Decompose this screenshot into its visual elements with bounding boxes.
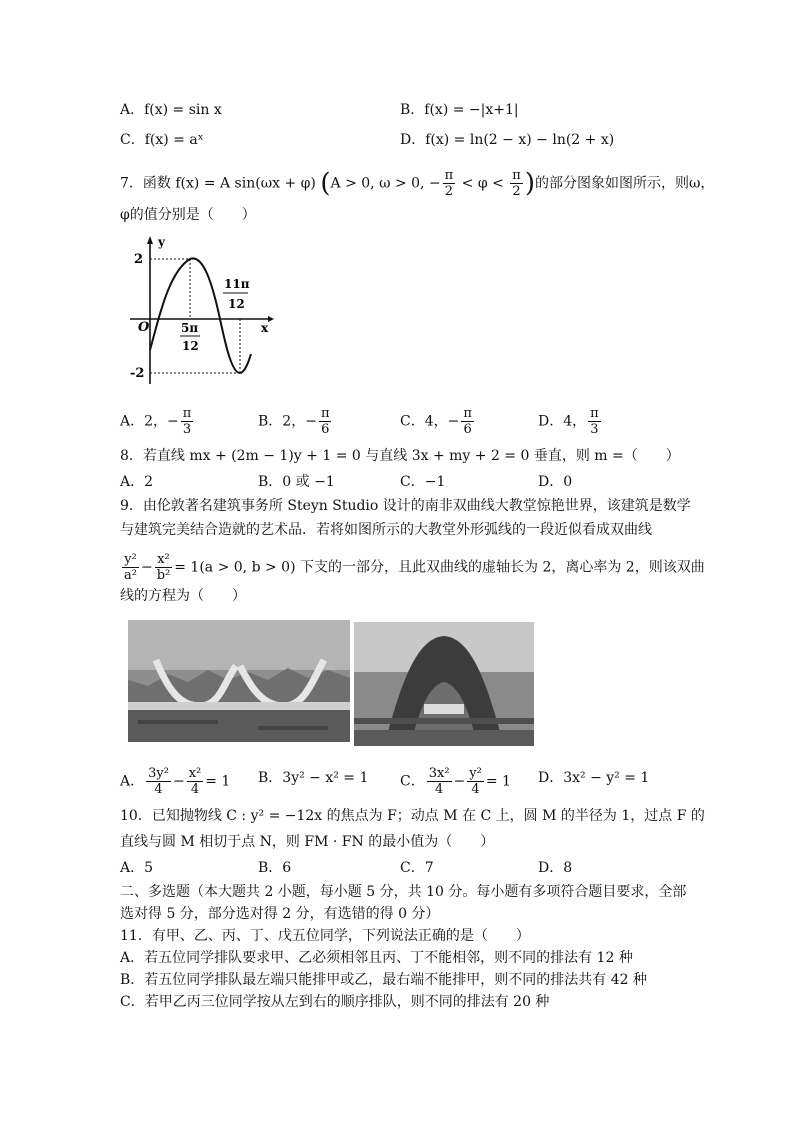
tick-11pi-den: 12 <box>228 297 245 311</box>
q9-line4: 线的方程为（ ） <box>120 588 246 604</box>
cathedral-photo-left <box>128 620 350 742</box>
q10-line1: 10．已知抛物线 C : y² = −12x 的焦点为 F；动点 M 在 C 上，圆 M 的半径为 1，过点 F 的 <box>120 808 705 824</box>
y-min-label: -2 <box>130 366 145 381</box>
q7-stem: 7．函数 f(x) = A sin(ωx + φ) (A > 0, ω > 0, − $\frac{\pi}{2}$ < φ < $\frac{\pi}{2}$ )的部分图象如图所示，则ω， <box>120 168 715 199</box>
q6-option-d: D．f(x) = ln(2 − x) − ln(2 + x) <box>400 132 615 148</box>
q9-option-c: C． $\frac{\text{3x²}}{4}$ − $\frac{\text{y²}}{4}$ = 1 <box>400 766 511 797</box>
q11-option-c: C．若甲乙丙三位同学按从左到右的顺序排队，则不同的排法有 20 种 <box>120 994 550 1010</box>
q8-option-c: C．−1 <box>400 474 446 490</box>
tick-5pi-den: 12 <box>182 339 199 353</box>
q6-option-c: C．f(x) = aˣ <box>120 132 204 148</box>
q11-option-a: A．若五位同学排队要求甲、乙必须相邻且丙、丁不能相邻，则不同的排法有 12 种 <box>120 950 633 966</box>
tick-5pi-num: 5π <box>181 321 199 335</box>
q6-option-a: A．f(x) = sin x <box>120 102 222 118</box>
q9-line1: 9．由伦敦著名建筑事务所 Steyn Studio 设计的南非双曲线大教堂惊艳世界，该建筑是数学 <box>120 498 691 514</box>
tick-11pi-num: 11π <box>224 277 250 291</box>
section2-heading-line1: 二、多选题（本大题共 2 小题，每小题 5 分，共 10 分。每小题有多项符合题目要求，全部 <box>120 884 687 900</box>
q8-option-b: B．0 或 −1 <box>258 474 335 490</box>
sine-curve <box>150 258 251 373</box>
q7-option-a: A．2，− $\frac{\pi}{3}$ <box>120 406 192 437</box>
x-axis-label: x <box>261 321 269 335</box>
q7-option-c: C．4，− $\frac{\pi}{6}$ <box>400 406 472 437</box>
q11-option-b: B．若五位同学排队最左端只能排甲或乙，最右端不能排甲，则不同的排法共有 42 种 <box>120 972 648 988</box>
q7-stem-line2: φ的值分别是（ ） <box>120 207 256 223</box>
q7-fraction-pi-over-2-right: $\frac{\pi}{2}$ <box>512 168 521 199</box>
q10-option-a: A．5 <box>120 860 154 876</box>
section2-heading-line2: 选对得 5 分，部分选对得 2 分，有选错的得 0 分） <box>120 906 440 922</box>
q7-condition-mid: < φ < <box>457 175 509 192</box>
q7-option-b: B．2，− $\frac{\pi}{6}$ <box>258 406 330 437</box>
q9-option-d: D．3x² − y² = 1 <box>538 770 650 786</box>
q6-option-b: B．f(x) = −|x+1| <box>400 102 519 118</box>
q9-line2: 与建筑完美结合造就的艺术品．若将如图所示的大教堂外形弧线的一段近似看成双曲线 <box>120 522 652 538</box>
q9-equation-line: $\frac{\text{y²}}{\text{a²}}$ − $\frac{\text{x²}}{\text{b²}}$ = 1(a > 0, b > 0) 下支的一部分，且此双曲线的虚轴长为 2，离心率为 2，则该双曲 <box>124 552 705 583</box>
q9-option-a: A． $\frac{\text{3y²}}{4}$ − $\frac{\text{x²}}{4}$ = 1 <box>120 766 231 797</box>
q8-option-a: A．2 <box>120 474 154 490</box>
y-axis-label: y <box>158 235 165 249</box>
q10-option-c: C．7 <box>400 860 434 876</box>
q7-sine-graph <box>128 232 278 392</box>
q8-stem: 8．若直线 mx + (2m − 1)y + 1 = 0 与直线 3x + my + 2 = 0 垂直，则 m =（ ） <box>120 448 680 464</box>
q9-option-b: B．3y² − x² = 1 <box>258 770 369 786</box>
q11-stem: 11．有甲、乙、丙、丁、戊五位同学，下列说法正确的是（ ） <box>120 928 530 944</box>
q7-fraction-pi-over-2-left: $\frac{\pi}{2}$ <box>444 168 454 199</box>
origin-label: O <box>138 320 150 335</box>
q9-frac-y2-a2: $\frac{\text{y²}}{\text{a²}}$ <box>124 552 137 583</box>
cathedral-photo-right <box>354 622 534 746</box>
q9-frac-x2-b2: $\frac{\text{x²}}{\text{b²}}$ <box>156 552 171 583</box>
q10-option-b: B．6 <box>258 860 292 876</box>
q7-option-d: D．4， $\frac{\pi}{3}$ <box>538 406 599 437</box>
q8-option-d: D．0 <box>538 474 573 490</box>
q10-option-d: D．8 <box>538 860 573 876</box>
q10-line2: 直线与圆 M 相切于点 N，则 FM · FN 的最小值为（ ） <box>120 834 495 850</box>
q7-stem-suffix: 的部分图象如图所示，则ω， <box>534 175 715 192</box>
q7-condition: A > 0, ω > 0, − <box>330 175 441 192</box>
q7-stem-prefix: 7．函数 f(x) = A sin(ωx + φ) <box>120 175 316 192</box>
y-max-label: 2 <box>134 252 144 267</box>
